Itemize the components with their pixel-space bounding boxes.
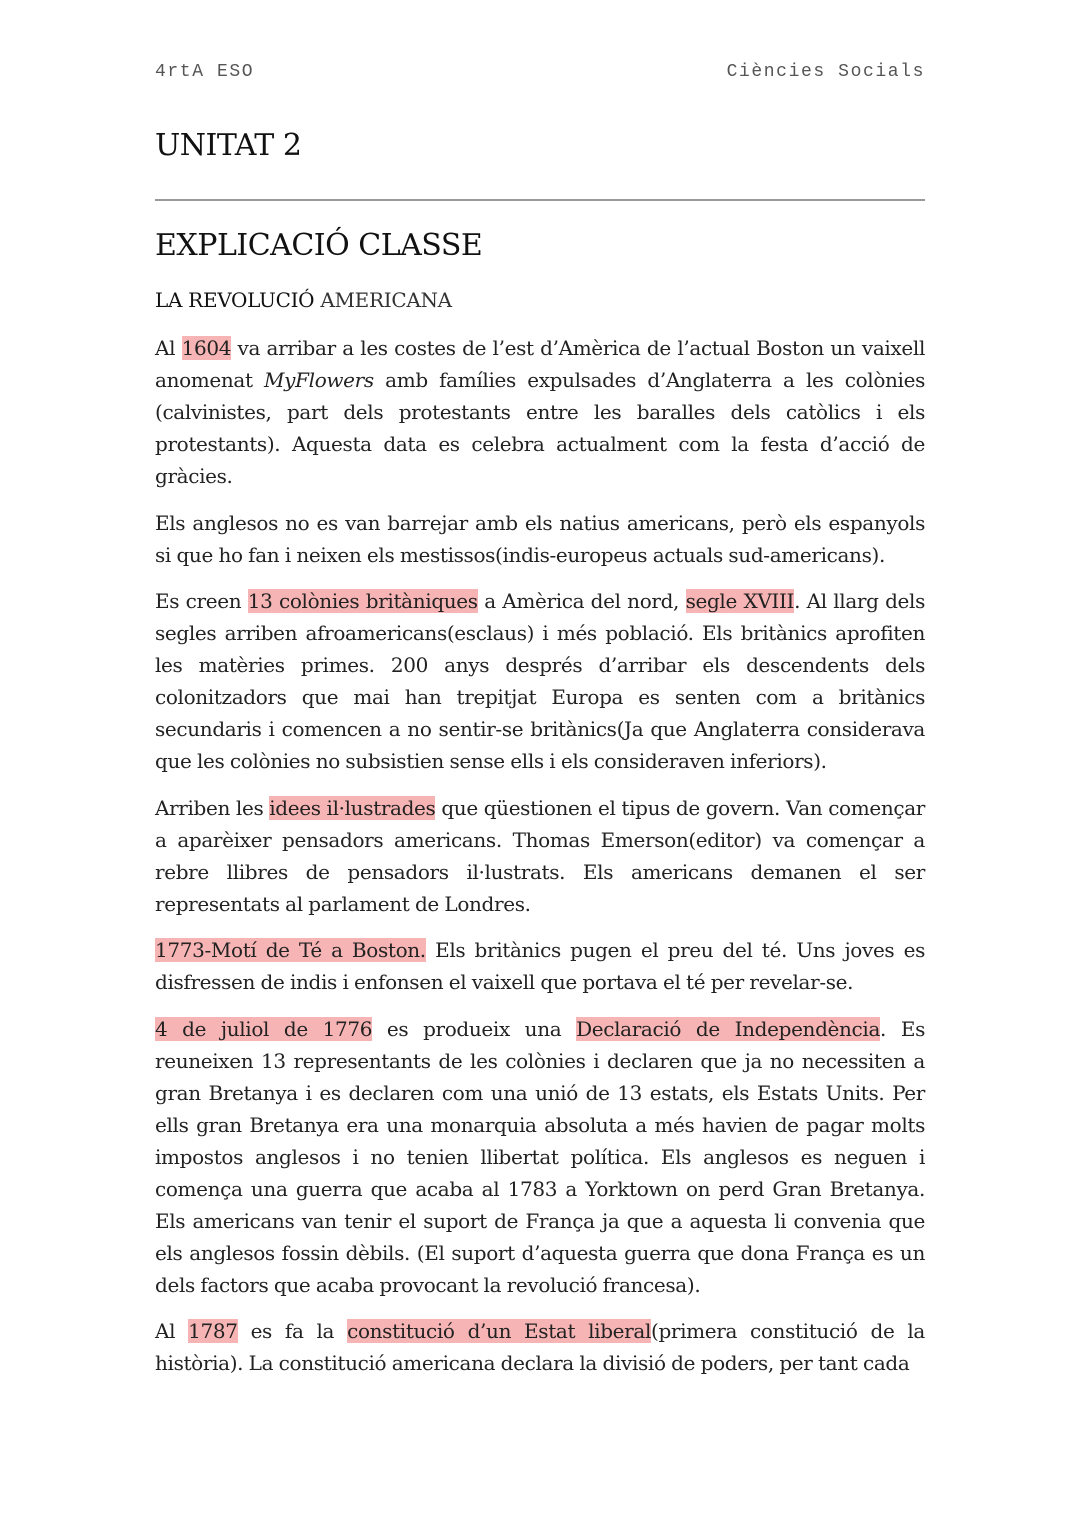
highlight-13-colonies: 13 colònies britàniques <box>247 589 478 613</box>
subsection-heading <box>155 288 452 312</box>
text-run: a Amèrica del nord, <box>477 589 686 613</box>
text-run: (primera constitució de la història). La constitució americana declara la divisió de poders, per tant cada <box>155 1319 926 1375</box>
header-subject: Ciències Socials <box>726 62 925 82</box>
text-run: amb famílies expulsades d’Anglaterra a les colònies (calvinistes, part dels protestants entre les baralles dels catòlics i els protestants). Aquesta data es celebra actualment com la festa d’acció de gràcies. <box>155 368 925 488</box>
highlight-segle-xviii: segle XVIII <box>685 589 795 613</box>
text-run: Els britànics pugen el preu del té. Uns joves es disfressen de indis i enfonsen el vaixell que portava el té per revelar-se. <box>155 938 926 994</box>
highlight-declaracio: Declaració de Independència <box>576 1016 881 1041</box>
text-run: Es creen <box>155 589 248 613</box>
header-course: 4rtA ESO <box>155 62 255 82</box>
highlight-4-juliol-1776: 4 de juliol de 1776 <box>155 1016 373 1041</box>
document-body <box>155 332 925 1394</box>
highlight-1604: 1604 <box>181 336 232 360</box>
text-run: . Es reuneixen 13 representants de les colònies i declaren que ja no necessiten a gran Bretanya i es declaren com una unió de 13 estats, els Estats Units. Per ells gran Bretanya era una monarquia absoluta a més havien de pagar molts impostos anglesos i no tenien llibertat política. Els anglesos es neguen i comença una guerra que acaba al 1783 a Yorktown on perd Gran Bretanya. Els americans van tenir el suport de França ja que a aquesta li convenia que els anglesos fossin dèbils. (El suport d’aquesta guerra que dona França es un dels factors que acaba provocant la revolució francesa). <box>155 1016 925 1297</box>
subsection-rest: AMERICANA <box>320 288 452 312</box>
text-run: que qüestionen el tipus de govern. Van començar a aparèixer pensadors americans. Thomas Emerson(editor) va començar a rebre llibres de pensadors il·lustrats. Els americans demanen el ser representats al parlament de Londres. <box>155 795 925 916</box>
paragraph-4 <box>155 792 925 920</box>
highlight-moti-te: 1773-Motí de Té a Boston. <box>155 938 426 962</box>
text-run: . Al llarg dels segles arriben afroamericans(esclaus) i més població. Els britànics aprofiten les matèries primes. 200 anys després d’arribar els descendents dels colonitzadors que mai han trepitjat Europa es senten com a britànics secundaris i comencen a no sentir-se britànics(Ja que Anglaterra considerava que les colònies no subsistien sense ells i els consideraven inferiors). <box>155 589 925 773</box>
text-run: es produeix una <box>372 1016 577 1041</box>
highlight-1787: 1787 <box>188 1319 238 1343</box>
text-run: es fa la <box>237 1319 348 1343</box>
paragraph-1 <box>155 332 925 492</box>
horizontal-divider <box>155 199 925 201</box>
text-run: va arribar a les costes de l’est d’Amèrica de l’actual Boston un vaixell anomenat <box>155 336 925 392</box>
text-run: Al <box>155 336 182 360</box>
section-title: EXPLICACIÓ CLASSE <box>155 228 483 263</box>
highlight-constitucio: constitució d’un Estat liberal <box>347 1319 651 1343</box>
unit-title: UNITAT 2 <box>155 128 302 163</box>
text-run: Arriben les <box>155 795 270 820</box>
ship-name: MyFlowers <box>264 368 374 392</box>
subsection-bold: LA REVOLUCIÓ <box>155 288 315 312</box>
paragraph-3 <box>155 585 925 777</box>
paragraph-7 <box>155 1315 925 1379</box>
text-run: Al <box>155 1319 189 1343</box>
paragraph-5 <box>155 934 925 998</box>
text-run: Els anglesos no es van barrejar amb els natius americans, però els espanyols si que ho fan i neixen els mestissos(indis-europeus actuals sud-americans). <box>155 510 925 567</box>
paragraph-6 <box>155 1013 925 1301</box>
page-header <box>155 62 925 88</box>
paragraph-2 <box>155 507 925 571</box>
highlight-idees-illustrades: idees il·lustrades <box>269 795 436 820</box>
